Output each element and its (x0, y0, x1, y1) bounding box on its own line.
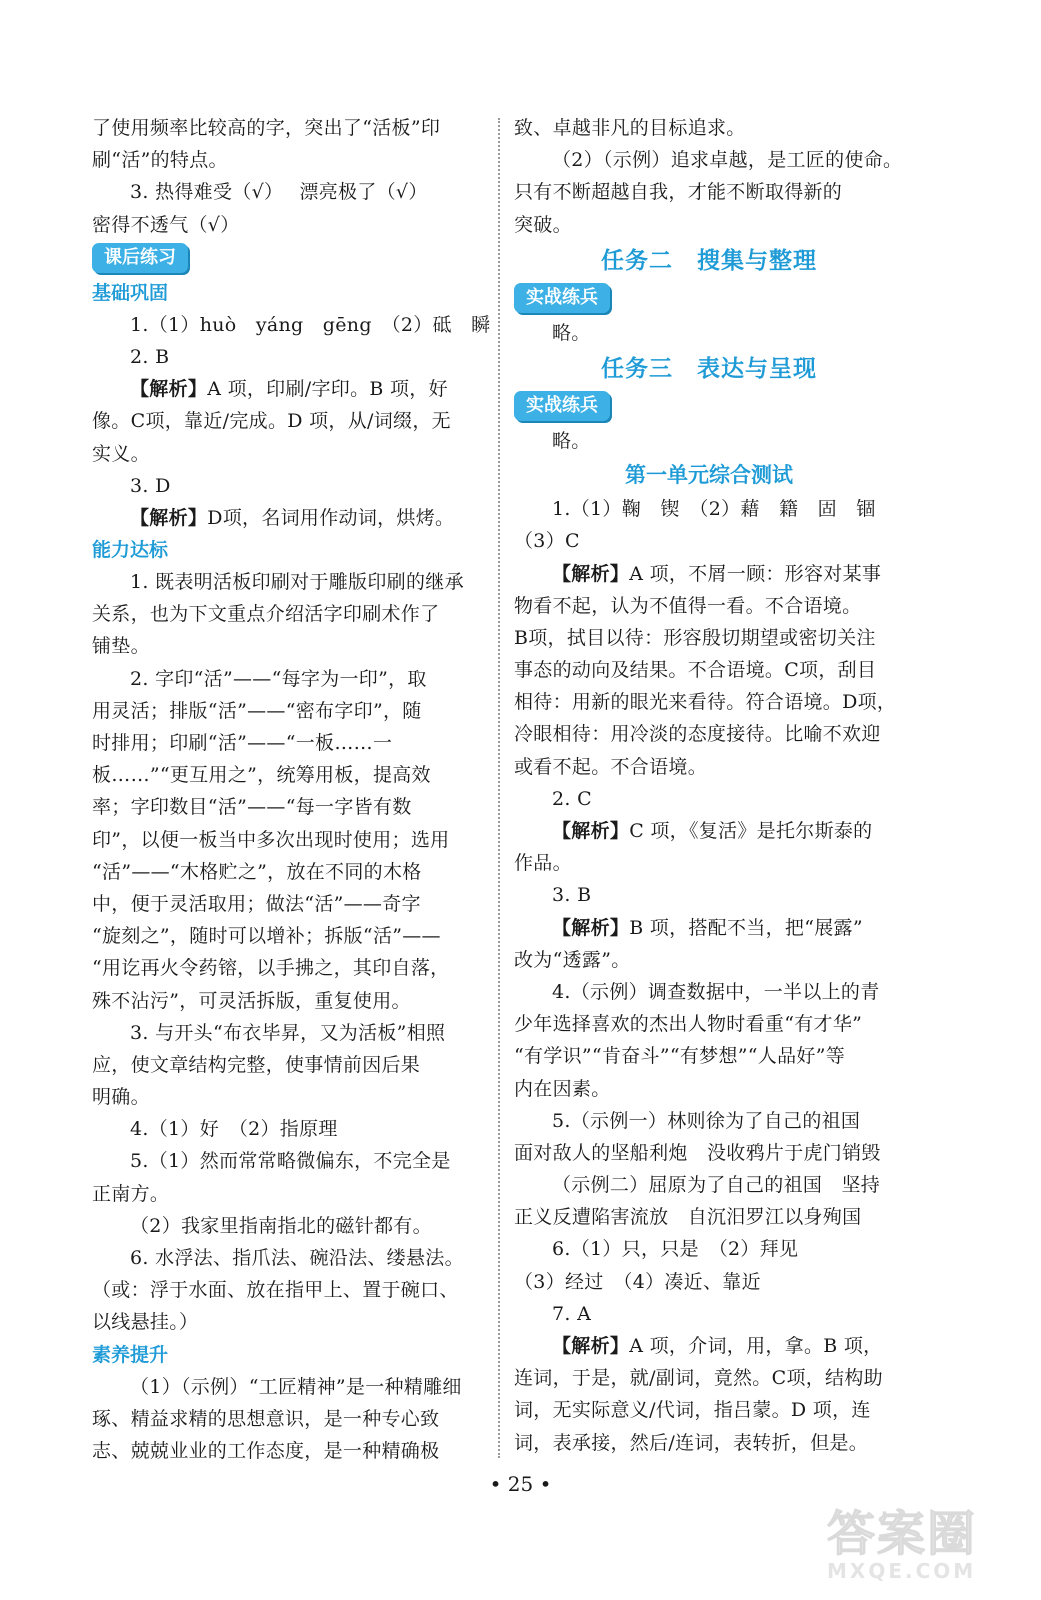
answer-line: 琢、精益求精的思想意识，是一种专心致 (92, 1407, 440, 1430)
subsection-heading: 能力达标 (92, 539, 169, 562)
left-column (92, 112, 491, 1467)
subsection-heading: 素养提升 (92, 1343, 169, 1366)
answer-line: 明确。 (92, 1086, 150, 1109)
answer-line: 像。C项，靠近/完成。D 项，从/词缀，无 (92, 410, 451, 433)
analysis-label: 【解析】 (130, 378, 208, 401)
answer-line: 以线悬挂。） (92, 1311, 199, 1334)
analysis-line (514, 815, 904, 847)
answer-line: 4.（示例）调查数据中，一半以上的青 (552, 980, 880, 1003)
answer-line: 6.（1）只，只是 （2）拜见 (552, 1238, 799, 1261)
answer-line: “用讫再火令药镕，以手拂之，其印自落， (92, 957, 450, 980)
answer-line: （2）我家里指南指北的磁针都有。 (130, 1214, 432, 1237)
answer-line: B项，拭目以待：形容殷切期望或密切关注 (514, 626, 876, 649)
answer-line: 正义反遭陷害流放 自沉汨罗江以身殉国 (514, 1206, 862, 1229)
answer-line: 冷眼相待：用冷淡的态度接待。比喻不欢迎 (514, 723, 881, 746)
section-badge-row (92, 241, 482, 277)
watermark-logo (827, 1508, 1027, 1588)
answer-line: “有学识”“肯奋斗”“有梦想”“人品好”等 (514, 1045, 846, 1068)
answer-line: “旋刻之”，随时可以增补；拆版“活”—— (92, 925, 441, 948)
answer-line: 4.（1）好 （2）指原理 (130, 1118, 338, 1141)
watermark-url: MXQE.COM (827, 1559, 977, 1583)
answer-line: 2. C (552, 787, 592, 810)
answer-line: 词，表承接，然后/连词，表转折，但是。 (514, 1431, 869, 1454)
answer-line: 5.（1）然而常常略微偏东，不完全是 (130, 1150, 451, 1173)
answer-line: 3. 与开头“布衣毕昇，又为活板”相照 (130, 1021, 446, 1044)
answer-line: 3. B (552, 884, 592, 907)
answer-line: 作品。 (514, 852, 572, 875)
answer-line: 志、兢兢业业的工作态度，是一种精确极 (92, 1439, 440, 1462)
answer-line: 略。 (552, 321, 591, 344)
answer-line: （1）（示例）“工匠精神”是一种精雕细 (130, 1375, 462, 1398)
answer-line: 物看不起，认为不值得一看。不合语境。 (514, 594, 862, 617)
answer-line: 1. 既表明活板印刷对于雕版印刷的继承 (130, 571, 464, 594)
answer-line: 实义。 (92, 442, 150, 465)
analysis-text: A 项，不屑一顾：形容对某事 (629, 562, 882, 585)
answer-line: 突破。 (514, 213, 572, 236)
answer-line: 关系，也为下文重点介绍活字印刷术作了 (92, 603, 440, 626)
answer-line: （或：浮于水面、放在指甲上、置于碗口、 (92, 1279, 459, 1302)
answer-line: 1.（1）huò yáng gēng （2）砥 瞬 (130, 313, 491, 336)
answer-line: 事态的动向及结果。不合语境。C项，刮目 (514, 659, 877, 682)
answer-line: （3）C (514, 530, 580, 553)
section-badge: 实战练兵 (514, 391, 610, 421)
answer-line: 1.（1）鞠 锲 （2）藉 籍 固 锢 (552, 498, 876, 521)
analysis-text: B 项，搭配不当，把“展露” (629, 916, 863, 939)
answer-line: 铺垫。 (92, 635, 150, 658)
task-heading: 任务二 搜集与整理 (601, 247, 817, 274)
answer-line: 中，便于灵活取用；做法“活”——奇字 (92, 892, 421, 915)
analysis-label: 【解析】 (130, 506, 208, 529)
answer-line: 密得不透气（√） (92, 213, 240, 236)
section-badge-row (514, 281, 904, 317)
analysis-text: C 项，《复活》是托尔斯泰的 (629, 820, 873, 842)
answer-line: 内在因素。 (514, 1077, 611, 1100)
unit-test-heading: 第一单元综合测试 (625, 463, 793, 488)
answer-line: 7. A (552, 1302, 592, 1325)
answer-line: 正南方。 (92, 1182, 170, 1205)
analysis-text: D项，名词用作动词，烘烤。 (207, 506, 455, 529)
section-badge: 实战练兵 (514, 283, 610, 313)
answer-line: 殊不沾污”，可灵活拆版，重复使用。 (92, 989, 411, 1012)
answer-line: 了使用频率比较高的字，突出了“活板”印 (92, 117, 441, 139)
analysis-line (514, 912, 904, 944)
answer-line: 或看不起。不合语境。 (514, 755, 708, 778)
answer-line: （示例二）屈原为了自己的祖国 坚持 (552, 1174, 881, 1197)
answer-line: 相待：用新的眼光来看待。符合语境。D项， (514, 691, 897, 714)
answer-line: （2）（示例）追求卓越，是工匠的使命。 (552, 149, 903, 172)
analysis-text: A 项，印刷/字印。B 项，好 (207, 378, 448, 401)
section-badge-row (514, 389, 904, 425)
analysis-line (92, 373, 482, 405)
answer-line: 面对敌人的坚船利炮 没收鸦片于虎门销毁 (514, 1141, 881, 1164)
answer-line: 少年选择喜欢的杰出人物时看重“有才华” (514, 1013, 863, 1036)
answer-line: 3. 热得难受（√） 漂亮极了（√） (130, 181, 428, 204)
analysis-label: 【解析】 (552, 916, 630, 939)
answer-line: （3）经过 （4）凑近、靠近 (514, 1270, 761, 1293)
page-number: • 25 • (489, 1472, 552, 1496)
answer-line: 2. 字印“活”——“每字为一印”，取 (130, 667, 427, 690)
section-badge: 课后练习 (92, 243, 188, 273)
answer-line: 致、卓越非凡的目标追求。 (514, 117, 746, 139)
answer-line: 略。 (552, 429, 591, 452)
answer-line: 刷“活”的特点。 (92, 149, 228, 172)
subsection-heading: 基础巩固 (92, 281, 169, 304)
answer-line: 用灵活；排版“活”——“密布字印”，随 (92, 699, 422, 722)
column-divider (498, 118, 500, 1458)
answer-line: 连词，于是，就/副词，竟然。C项，结构助 (514, 1367, 883, 1390)
watermark-mark: 答案圈 (827, 1506, 978, 1562)
answer-line: 应，使文章结构完整，使事情前因后果 (92, 1053, 421, 1076)
answer-line: 2. B (130, 345, 170, 368)
answer-line: 板……”“更互用之”，统筹用板，提高效 (92, 764, 431, 787)
analysis-line (514, 1330, 904, 1362)
answer-line: 只有不断超越自我，才能不断取得新的 (514, 181, 843, 204)
task-heading: 任务三 表达与呈现 (601, 355, 817, 382)
analysis-label: 【解析】 (552, 820, 630, 842)
answer-line: 率；字印数目“活”——“每一字皆有数 (92, 796, 412, 819)
right-column (514, 112, 904, 1459)
answer-line: “活”——“木格贮之”，放在不同的木格 (92, 860, 422, 883)
answer-line: 词，无实际意义/代词，指吕蒙。D 项，连 (514, 1399, 871, 1422)
answer-line: 3. D (130, 474, 171, 497)
analysis-label: 【解析】 (552, 562, 630, 585)
answer-line: 5.（示例一）林则徐为了自己的祖国 (552, 1109, 861, 1132)
analysis-text: A 项，介词，用，拿。B 项， (629, 1335, 883, 1357)
analysis-line (514, 558, 904, 590)
answer-line: 时排用；印刷“活”——“一板……一 (92, 732, 393, 754)
answer-line: 印”，以便一板当中多次出现时使用；选用 (92, 828, 450, 851)
answer-line: 改为“透露”。 (514, 948, 631, 971)
analysis-label: 【解析】 (552, 1335, 630, 1357)
answer-line: 6. 水浮法、指爪法、碗沿法、缕悬法。 (130, 1247, 464, 1269)
analysis-line (92, 502, 482, 534)
